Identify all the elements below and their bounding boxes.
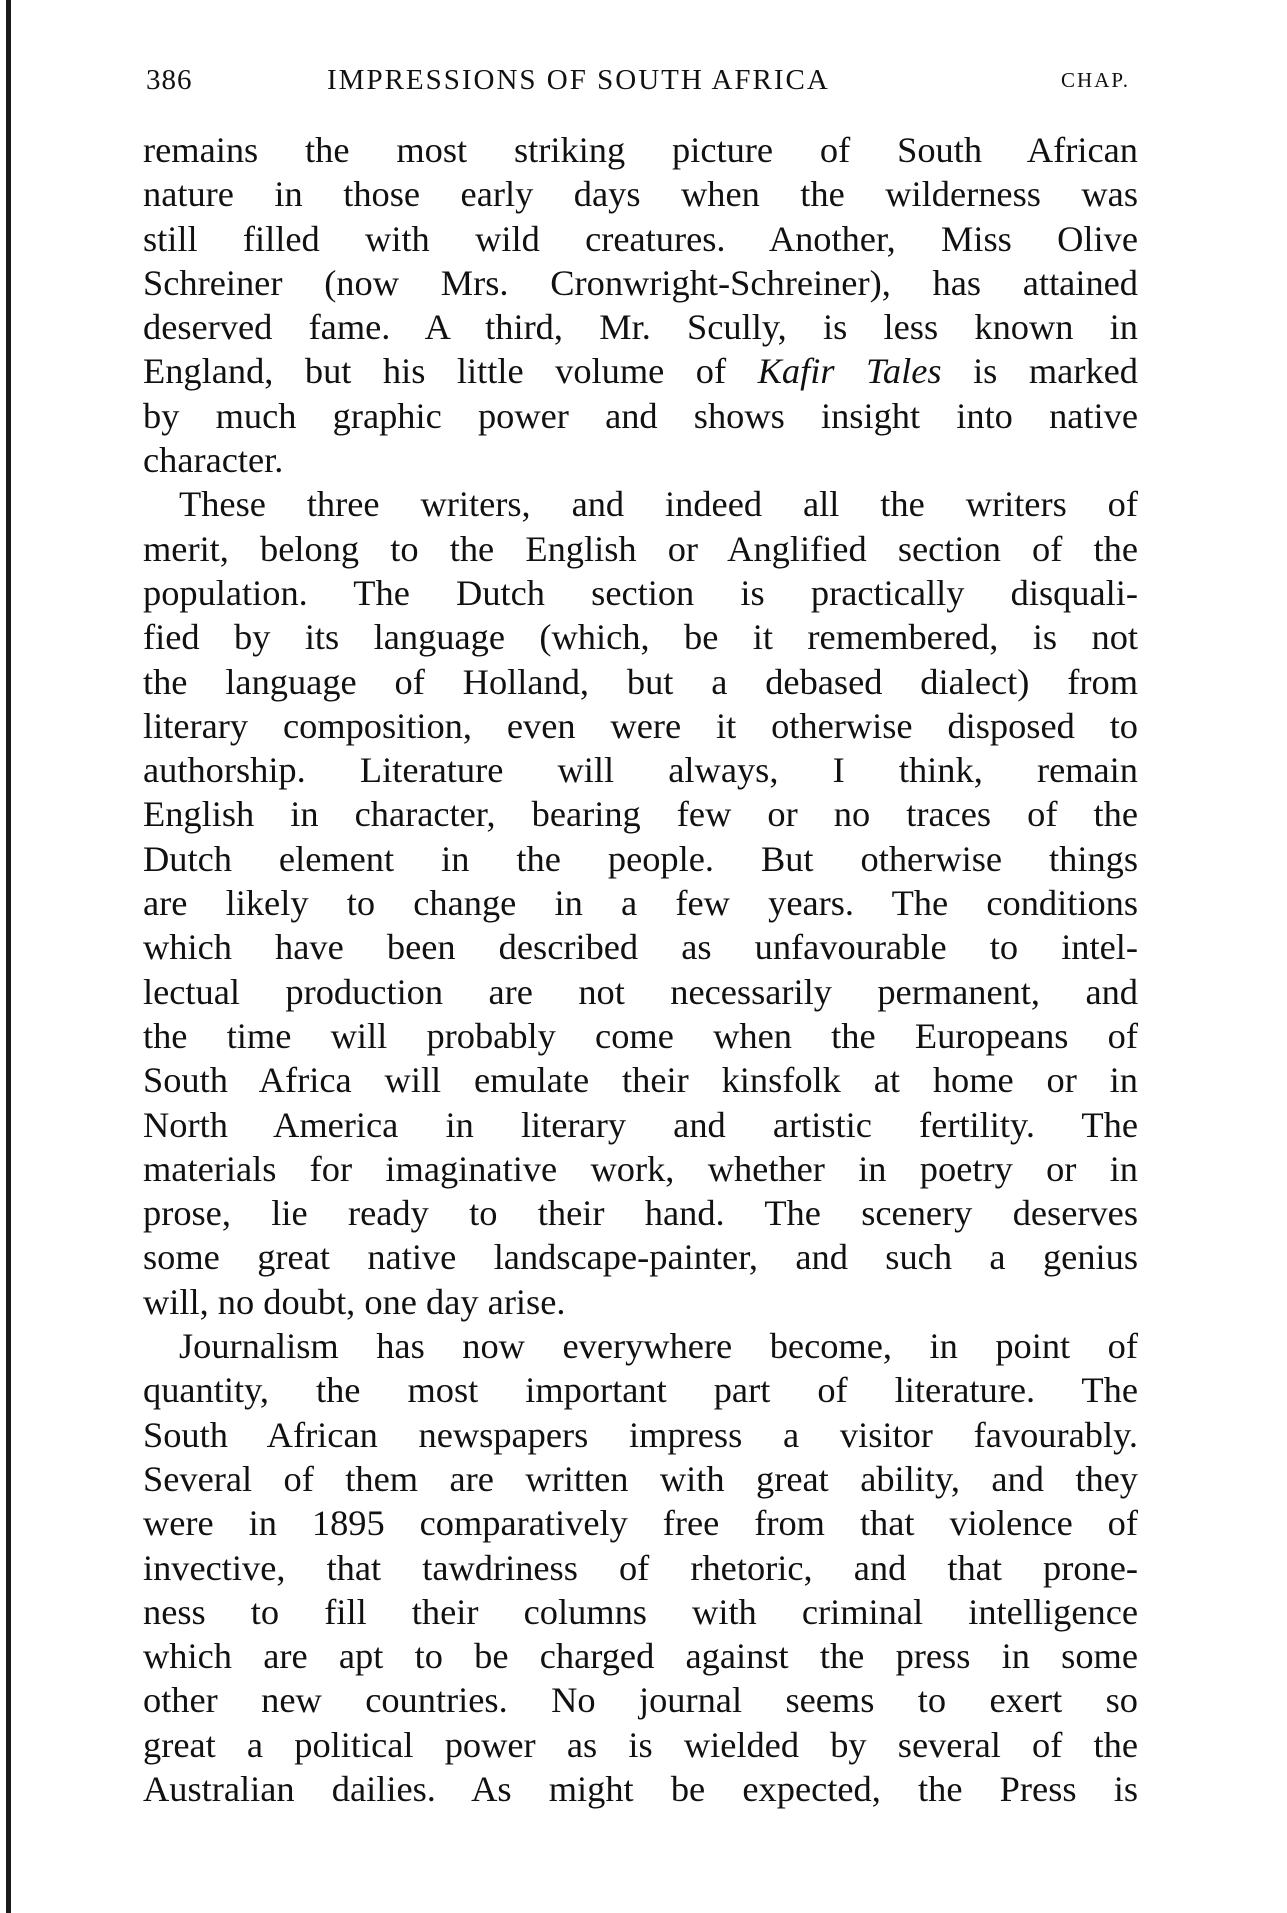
- chapter-abbreviation: CHAP.: [1061, 68, 1130, 92]
- text-line: Dutch element in the people. But otherwise things: [143, 838, 1138, 879]
- book-spine-edge: [6, 0, 11, 1913]
- text-line: by much graphic power and shows insight into native: [143, 395, 1138, 436]
- text-line: which are apt to be charged against the press in some: [143, 1636, 1138, 1677]
- book-page: [143, 60, 1138, 1811]
- text-line: ness to fill their columns with criminal intelligence: [143, 1591, 1138, 1632]
- paragraph: [143, 482, 1138, 1324]
- text-line: deserved fame. A third, Mr. Scully, is less known in: [143, 307, 1138, 348]
- text-line: prose, lie ready to their hand. The scenery deserves: [143, 1193, 1138, 1234]
- running-header: [143, 60, 1138, 102]
- text-line: authorship. Literature will always, I think, remain: [143, 750, 1138, 791]
- text-line: still filled with wild creatures. Another, Miss Olive: [143, 218, 1138, 259]
- text-line: some great native landscape-painter, and such a genius: [143, 1237, 1138, 1278]
- text-line: quantity, the most important part of literature. The: [143, 1370, 1138, 1411]
- text-line: North America in literary and artistic fertility. The: [143, 1104, 1138, 1145]
- text-line: Several of them are written with great ability, and they: [143, 1458, 1138, 1499]
- text-line: Journalism has now everywhere become, in point of: [179, 1326, 1138, 1367]
- text-line: lectual production are not necessarily permanent, and: [143, 971, 1138, 1012]
- page-number: 386: [146, 64, 193, 96]
- text-line: literary composition, even were it otherwise disposed to: [143, 705, 1138, 746]
- text-line: Schreiner (now Mrs. Cronwright-Schreiner), has attained: [143, 262, 1138, 303]
- text-line: the time will probably come when the Europeans of: [143, 1015, 1138, 1056]
- text-line: population. The Dutch section is practically disquali-: [143, 572, 1138, 613]
- text-line: other new countries. No journal seems to exert so: [143, 1680, 1138, 1721]
- text-line: the language of Holland, but a debased dialect) from: [143, 661, 1138, 702]
- book-title-italic: Kafir Tales: [757, 351, 942, 392]
- running-title: IMPRESSIONS OF SOUTH AFRICA: [327, 64, 830, 96]
- body-text: [143, 128, 1138, 1811]
- text-line: These three writers, and indeed all the writers of: [179, 484, 1138, 525]
- text-line: which have been described as unfavourable to intel-: [143, 927, 1138, 968]
- text-line: will, no doubt, one day arise.: [143, 1281, 566, 1322]
- text-segment: England, but his little volume of: [143, 351, 758, 392]
- text-line: South African newspapers impress a visitor favourably.: [143, 1414, 1138, 1455]
- text-line: South Africa will emulate their kinsfolk at home or in: [143, 1060, 1138, 1101]
- text-line: character.: [143, 440, 284, 481]
- text-line: invective, that tawdriness of rhetoric, and that prone-: [143, 1547, 1138, 1588]
- text-line: remains the most striking picture of South African: [143, 130, 1138, 170]
- text-line: fied by its language (which, be it remembered, is not: [143, 617, 1138, 658]
- text-line: [143, 349, 1138, 393]
- text-line: nature in those early days when the wilderness was: [143, 174, 1138, 215]
- text-line: great a political power as is wielded by several of the: [143, 1724, 1138, 1765]
- text-line: were in 1895 comparatively free from that violence of: [143, 1503, 1138, 1544]
- text-line: merit, belong to the English or Anglified section of the: [143, 528, 1138, 569]
- text-line: Australian dailies. As might be expected, the Press is: [143, 1768, 1138, 1809]
- text-line: materials for imaginative work, whether in poetry or in: [143, 1148, 1138, 1189]
- text-line: English in character, bearing few or no traces of the: [143, 794, 1138, 835]
- paragraph: [143, 128, 1138, 482]
- text-segment: is marked: [941, 351, 1138, 392]
- text-line: are likely to change in a few years. The conditions: [143, 883, 1138, 924]
- paragraph: [143, 1324, 1138, 1811]
